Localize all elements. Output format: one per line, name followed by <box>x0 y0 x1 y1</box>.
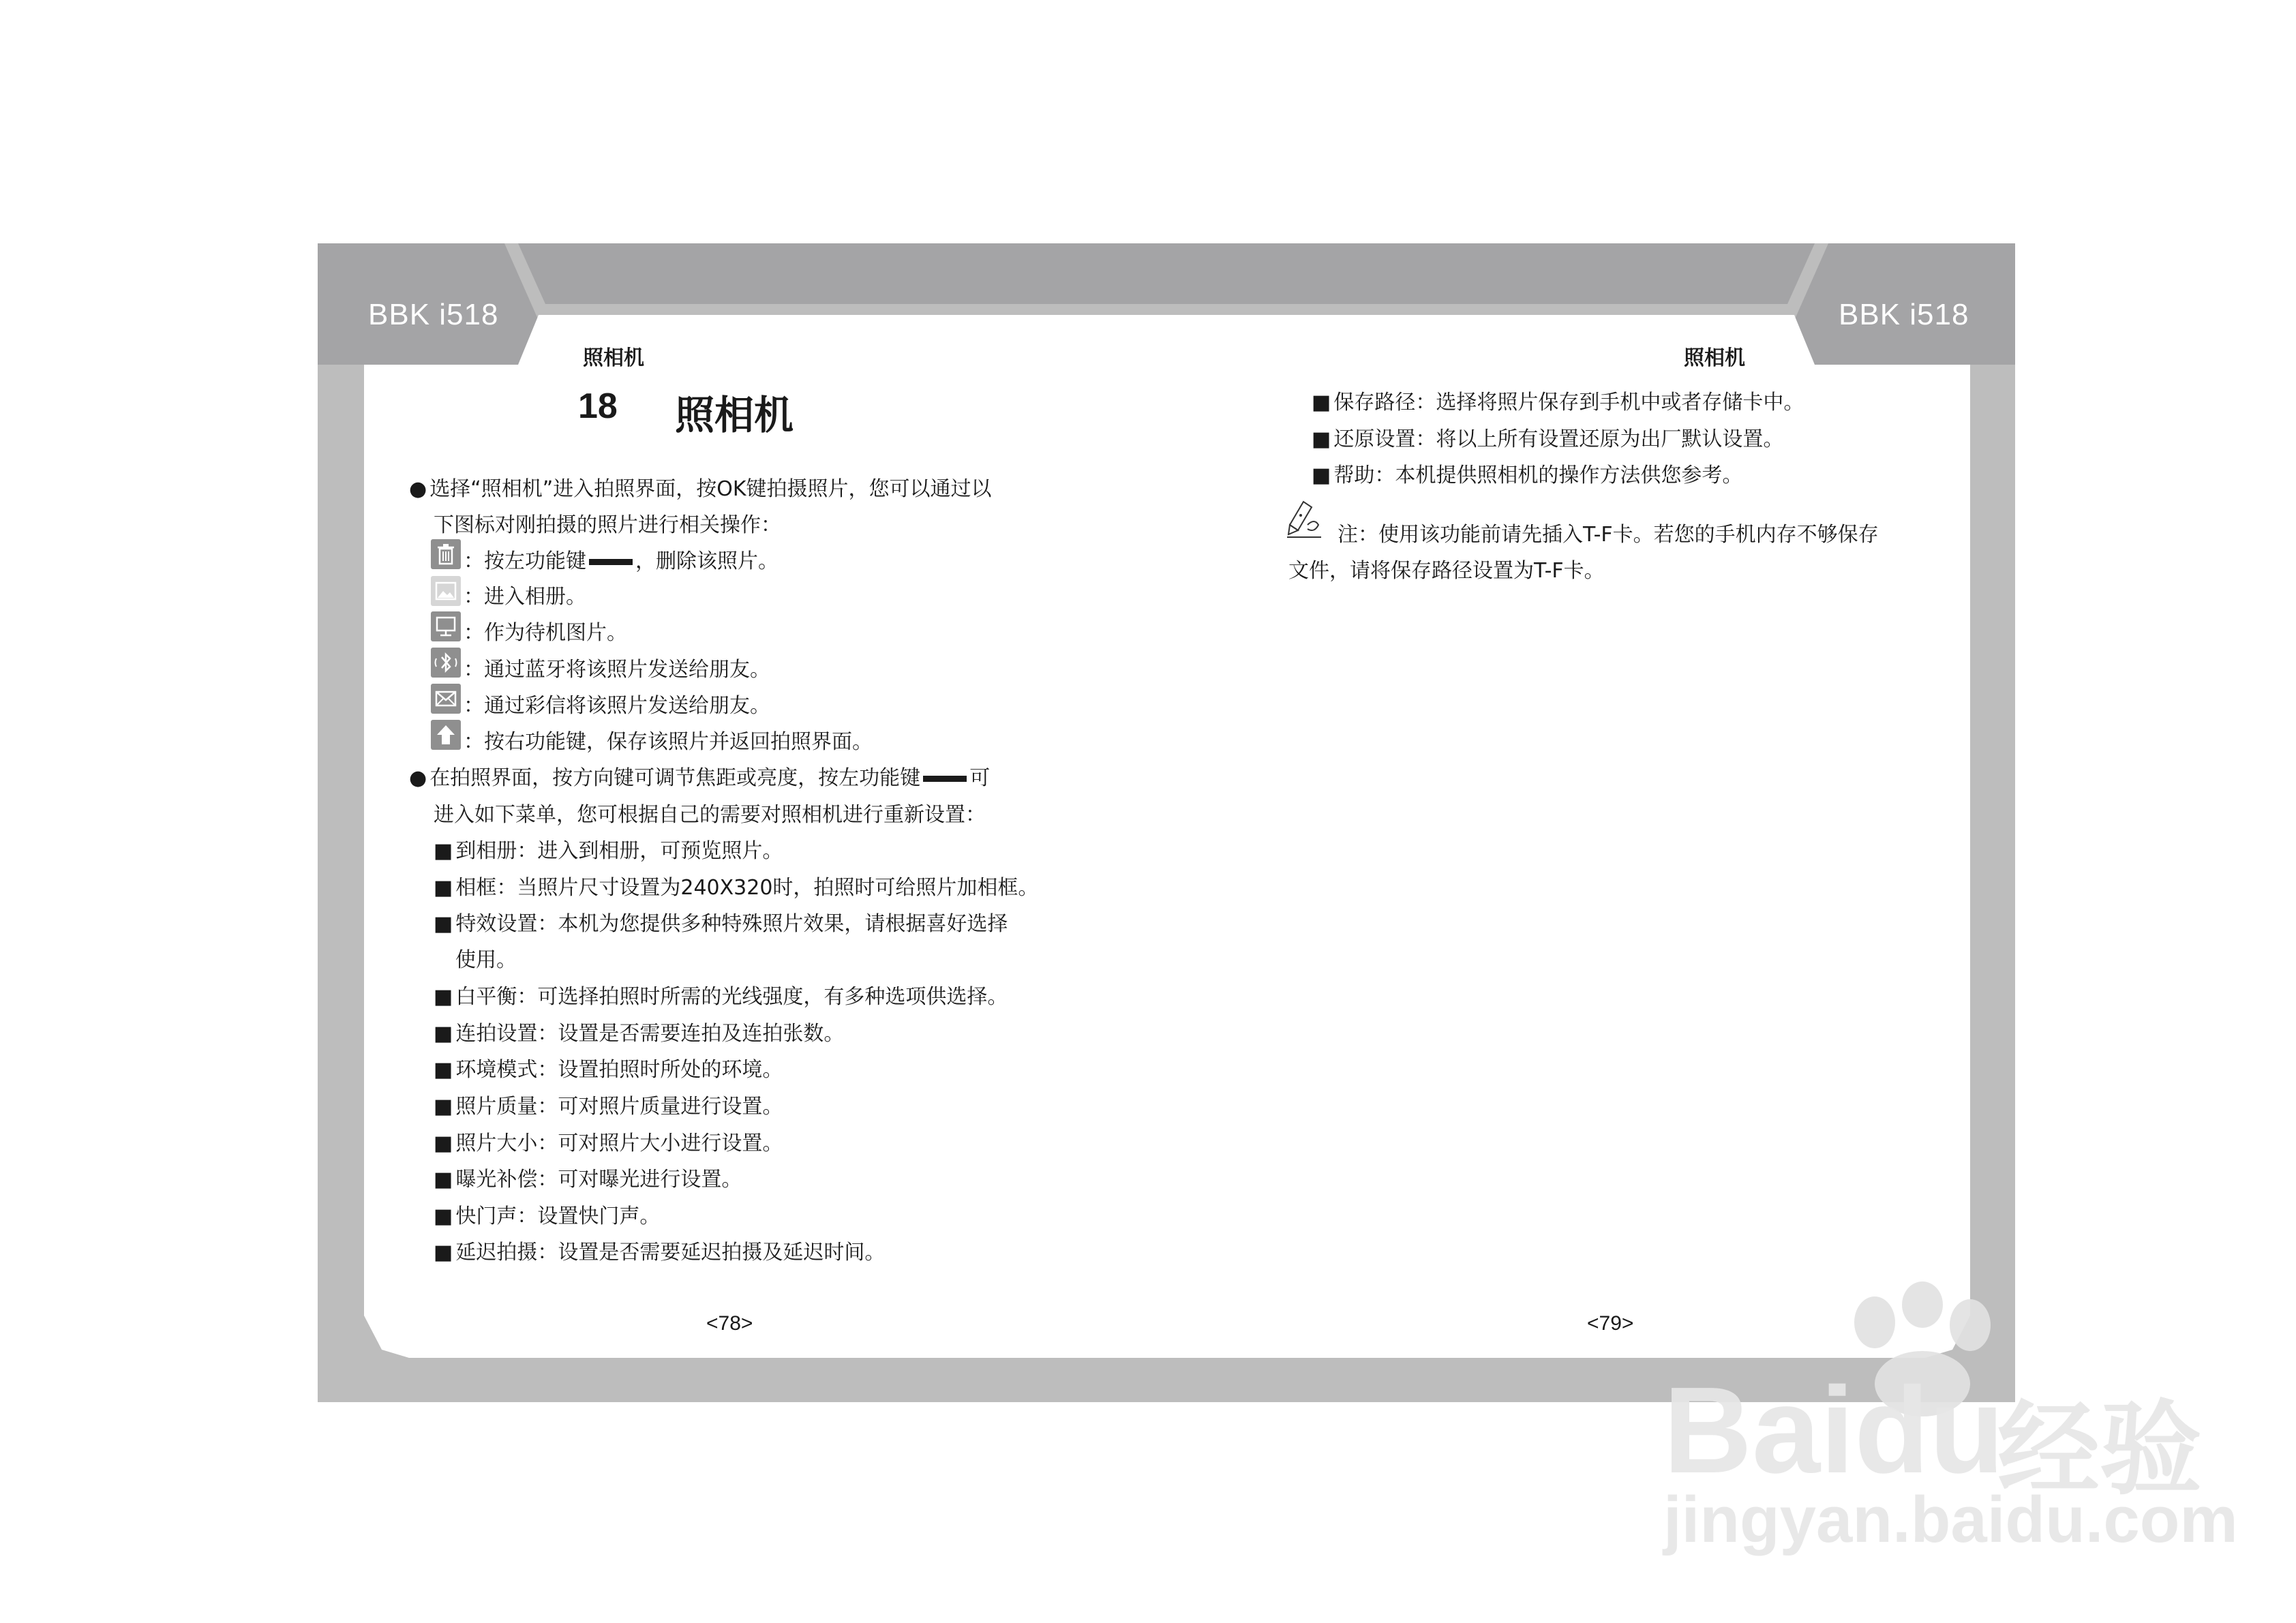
left-softkey-mark <box>923 776 967 782</box>
brand-label-left: BBK i518 <box>368 298 499 331</box>
envelope-icon <box>431 684 461 714</box>
menu-item: ■ 连拍设置：设置是否需要连拍及连拍张数。 <box>434 1022 845 1046</box>
menu-item: ■ 曝光补偿：可对曝光进行设置。 <box>434 1168 742 1192</box>
icon-desc-album: ：进入相册。 <box>464 585 586 609</box>
intro-paragraph-line-2: 下图标对刚拍摄的照片进行相关操作： <box>434 513 781 537</box>
note-pencil-icon <box>1284 498 1324 540</box>
bluetooth-icon <box>431 648 461 678</box>
menu-intro-line-2: 进入如下菜单，您可根据自己的需要对照相机进行重新设置： <box>434 803 986 827</box>
note-line-2: 文件，请将保存路径设置为T-F卡。 <box>1288 559 1605 583</box>
menu-item: ■ 白平衡：可选择拍照时所需的光线强度，有多种选项供选择。 <box>434 985 1008 1009</box>
menu-item: ■ 特效设置：本机为您提供多种特殊照片效果，请根据喜好选择 <box>434 912 1008 936</box>
brand-label-right: BBK i518 <box>1839 298 1969 331</box>
menu-item: ■ 延迟拍摄：设置是否需要延迟拍摄及延迟时间。 <box>434 1241 886 1264</box>
running-header-right: 照相机 <box>1684 346 1745 370</box>
chapter-title: 照相机 <box>675 392 794 438</box>
watermark-logo: Baidu <box>1663 1362 2005 1499</box>
menu-item-continuation: 使用。 <box>455 948 517 972</box>
note-line-1: 注：使用该功能前请先插入T-F卡。若您的手机内存不够保存 <box>1338 523 1879 547</box>
watermark-logo-cn: 经验 <box>1997 1392 2203 1506</box>
chapter-number: 18 <box>578 386 618 426</box>
monitor-icon <box>431 611 461 641</box>
intro-paragraph-line-1: ● 选择“照相机”进入拍照界面，按OK键拍摄照片，您可以通过以 <box>409 477 992 501</box>
upload-icon <box>431 720 461 750</box>
left-softkey-mark <box>589 559 633 565</box>
menu-item: ■ 还原设置：将以上所有设置还原为出厂默认设置。 <box>1312 427 1784 451</box>
menu-item: ■ 帮助：本机提供照相机的操作方法供您参考。 <box>1312 464 1743 487</box>
menu-item: ■ 到相册：进入到相册，可预览照片。 <box>434 839 783 863</box>
album-icon <box>431 576 461 606</box>
bullet-marker: ● <box>409 477 427 501</box>
menu-intro-line-1: ● 在拍照界面，按方向键可调节焦距或亮度，按左功能键 可 <box>409 766 991 790</box>
icon-desc-mms: ：通过彩信将该照片发送给朋友。 <box>464 694 770 718</box>
trash-icon <box>431 539 461 569</box>
page-number-left: <78> <box>706 1312 753 1335</box>
menu-item: ■ 照片质量：可对照片质量进行设置。 <box>434 1095 783 1119</box>
icon-desc-bluetooth: ：通过蓝牙将该照片发送给朋友。 <box>464 658 770 682</box>
menu-item: ■ 快门声：设置快门声。 <box>434 1204 661 1228</box>
icon-desc-delete: ：按左功能键 ，删除该照片。 <box>464 549 779 573</box>
icon-desc-wallpaper: ：作为待机图片。 <box>464 621 627 645</box>
bullet-marker: ● <box>409 766 427 790</box>
icon-desc-save: ：按右功能键，保存该照片并返回拍照界面。 <box>464 730 873 754</box>
page-number-right: <79> <box>1587 1312 1634 1335</box>
menu-item: ■ 相框：当照片尺寸设置为240X320时，拍照时可给照片加相框。 <box>434 876 1039 900</box>
watermark-url: jingyan.baidu.com <box>1663 1483 2238 1556</box>
menu-item: ■ 照片大小：可对照片大小进行设置。 <box>434 1132 783 1155</box>
running-header-left: 照相机 <box>583 346 644 370</box>
menu-item: ■ 保存路径：选择将照片保存到手机中或者存储卡中。 <box>1312 391 1804 414</box>
menu-item: ■ 环境模式：设置拍照时所处的环境。 <box>434 1058 783 1082</box>
